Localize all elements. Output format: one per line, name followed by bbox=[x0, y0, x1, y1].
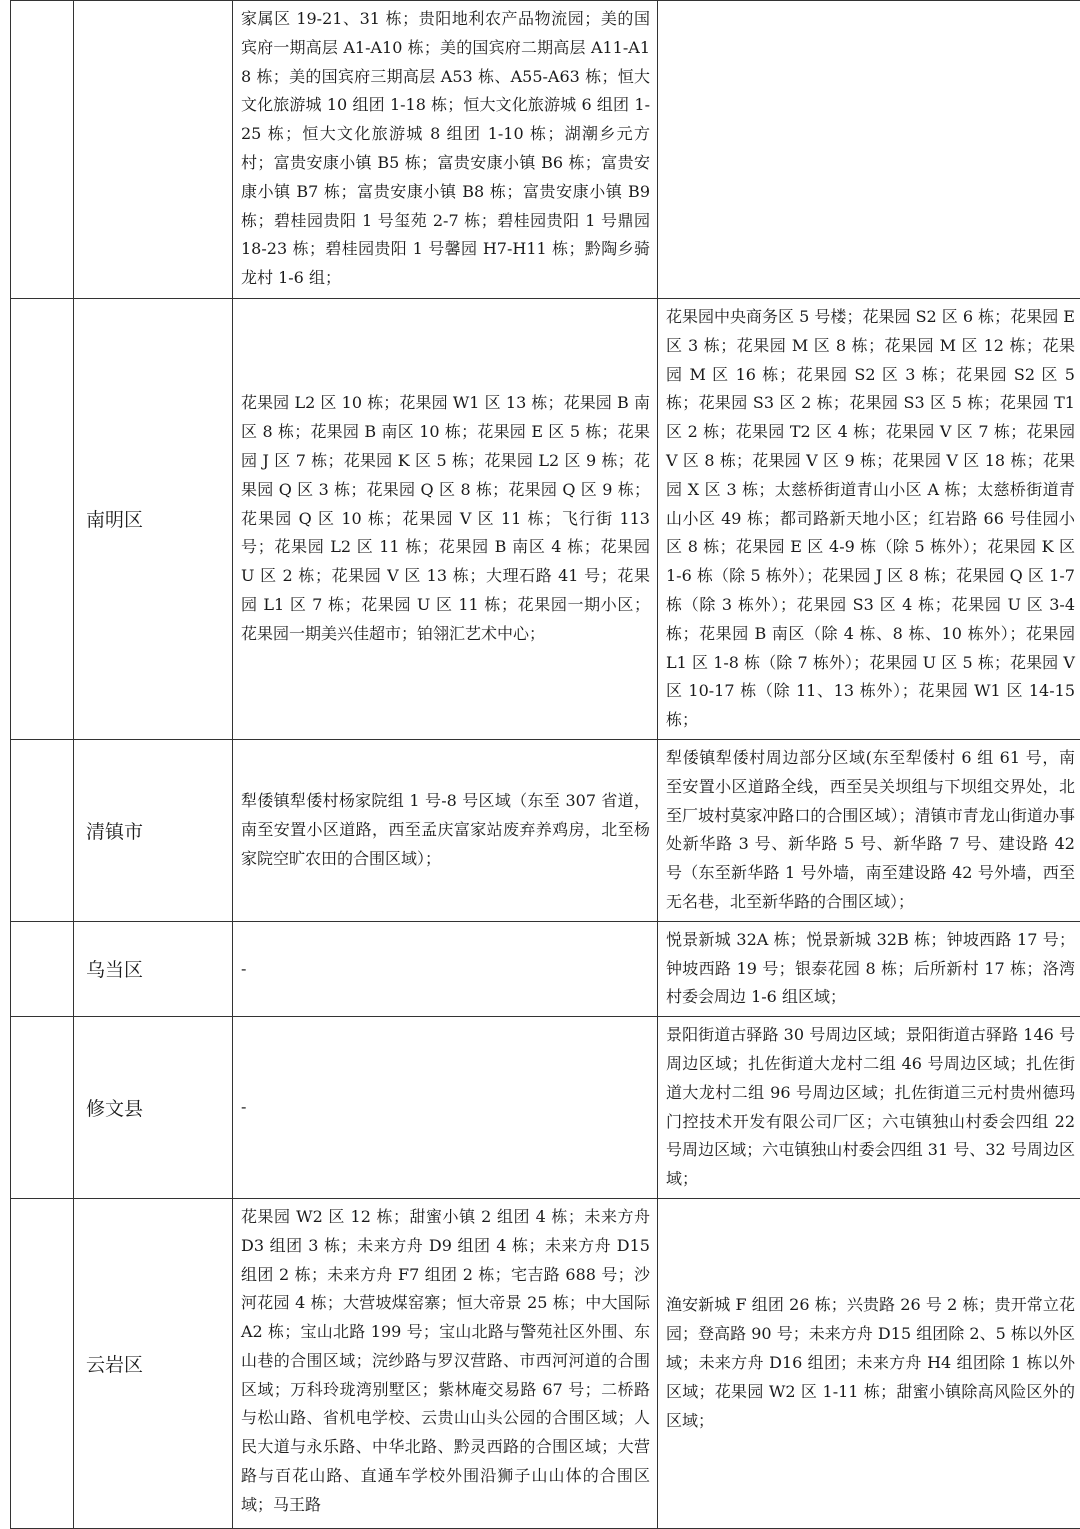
blank-cell bbox=[11, 739, 74, 921]
table-row bbox=[11, 921, 1080, 1016]
table-row bbox=[11, 1017, 1080, 1199]
table-row bbox=[11, 1, 1080, 299]
district-cell: 南明区 bbox=[74, 299, 233, 740]
low-risk-cell bbox=[658, 1198, 1080, 1528]
cell-text bbox=[658, 146, 1080, 154]
area-table bbox=[10, 0, 1080, 1529]
medium-risk-cell bbox=[233, 1, 658, 299]
blank-cell bbox=[11, 1017, 74, 1199]
cell-text: 花果园中央商务区 5 号楼；花果园 S2 区 6 栋；花果园 E 区 3 栋；花果园 M 区 8 栋；花果园 M 区 12 栋；花果园 M 区 16 栋；花果园 S2 区 3 栋；花果园 S2 区 5 栋；花果园 S3 区 2 栋；花果园 S3 区 5 栋；花果园 T1 区 2 栋；花果园 T2 区 4 栋；花果园 V 区 7 栋；花果园 V 区 8 栋；花果园 V 区 9 栋；花果园 V 区 18 栋；花果园 X 区 3 栋；太慈桥街道青山小区 A 栋；太慈桥街道青山小区 49 栋；都司路新天地小区；红岩路 66 号佳园小区 8 栋；花果园 E 区 4-9 栋（除 5 栋外）；花果园 K 区 1-6 栋（除 5 栋外）；花果园 J 区 8 栋；花果园 Q 区 1-7 栋（除 3 栋外）；花果园 S3 区 4 栋；花果园 U 区 3-4 栋；花果园 B 南区（除 4 栋、8 栋、10 栋外）；花果园 L1 区 1-8 栋（除 7 栋外）；花果园 U 区 5 栋；花果园 V 区 10-17 栋（除 11、13 栋外）；花果园 W1 区 14-15 栋； bbox=[658, 299, 1080, 739]
district-cell: 清镇市 bbox=[74, 739, 233, 921]
medium-risk-cell bbox=[233, 299, 658, 740]
district-cell: 修文县 bbox=[74, 1017, 233, 1199]
cell-text: 悦景新城 32A 栋；悦景新城 32B 栋；钟坡西路 17 号；钟坡西路 19 号；银泰花园 8 栋；后所新村 17 栋；洛湾村委会周边 1-6 组区域； bbox=[658, 922, 1080, 1016]
table-row bbox=[11, 299, 1080, 740]
blank-cell bbox=[11, 921, 74, 1016]
cell-text: 家属区 19-21、31 栋；贵阳地利农产品物流园；美的国宾府一期高层 A1-A10 栋；美的国宾府二期高层 A11-A18 栋；美的国宾府三期高层 A53 栋、A55-A63 栋；恒大文化旅游城 10 组团 1-18 栋；恒大文化旅游城 6 组团 1-25 栋；恒大文化旅游城 8 组团 1-10 栋；湖潮乡元方村；富贵安康小镇 B5 栋；富贵安康小镇 B6 栋；富贵安康小镇 B7 栋；富贵安康小镇 B8 栋；富贵安康小镇 B9 栋；碧桂园贵阳 1 号玺苑 2-7 栋；碧桂园贵阳 1 号鼎园 18-23 栋；碧桂园贵阳 1 号馨园 H7-H11 栋；黔陶乡骑龙村 1-6 组； bbox=[233, 1, 657, 297]
district-cell bbox=[74, 1, 233, 299]
medium-risk-cell bbox=[233, 739, 658, 921]
low-risk-cell bbox=[658, 739, 1080, 921]
low-risk-cell bbox=[658, 1017, 1080, 1199]
medium-risk-cell bbox=[233, 1017, 658, 1199]
district-cell: 云岩区 bbox=[74, 1198, 233, 1528]
table-row bbox=[11, 739, 1080, 921]
cell-text: - bbox=[233, 1089, 657, 1126]
cell-text: 景阳街道古驿路 30 号周边区域；景阳街道古驿路 146 号周边区域；扎佐街道大龙村二组 46 号周边区域；扎佐街道大龙村二组 96 号周边区域；扎佐街道三元村贵州德玛门控技术开发有限公司厂区；六屯镇独山村委会四组 22 号周边区域；六屯镇独山村委会四组 31 号、32 号周边区域； bbox=[658, 1017, 1080, 1198]
cell-text: 花果园 L2 区 10 栋；花果园 W1 区 13 栋；花果园 B 南区 8 栋；花果园 B 南区 10 栋；花果园 E 区 5 栋；花果园 J 区 7 栋；花果园 K 区 5 栋；花果园 L2 区 9 栋；花果园 Q 区 3 栋；花果园 Q 区 8 栋；花果园 Q 区 9 栋；花果园 Q 区 10 栋；花果园 V 区 11 栋；飞行街 113 号；花果园 L2 区 11 栋；花果园 B 南区 4 栋；花果园 U 区 2 栋；花果园 V 区 13 栋；大理石路 41 号；花果园 L1 区 7 栋；花果园 U 区 11 栋；花果园一期小区；花果园一期美兴佳超市；铂翎汇艺术中心； bbox=[233, 385, 657, 652]
medium-risk-cell bbox=[233, 921, 658, 1016]
cell-text: 犁倭镇犁倭村周边部分区域(东至犁倭村 6 组 61 号，南至安置小区道路全线，西至吴关坝组与下坝组交界处，北至厂坡村莫家冲路口的合围区域）；清镇市青龙山街道办事处新华路 3 号、新华路 5 号、新华路 7 号、建设路 42 号（东至新华路 1 号外墙，南至建设路 42 号外墙，西至无名巷，北至新华路的合围区域）； bbox=[658, 740, 1080, 921]
blank-cell bbox=[11, 1198, 74, 1528]
cell-text: 渔安新城 F 组团 26 栋；兴贵路 26 号 2 栋；贵开常立花园；登高路 90 号；未来方舟 D15 组团除 2、5 栋以外区域；未来方舟 D16 组团；未来方舟 H4 组团除 1 栋以外区域；花果园 W2 区 1-11 栋；甜蜜小镇除高风险区外的区域； bbox=[658, 1287, 1080, 1439]
low-risk-cell bbox=[658, 921, 1080, 1016]
cell-text: - bbox=[233, 951, 657, 988]
table-row bbox=[11, 1198, 1080, 1528]
low-risk-cell bbox=[658, 1, 1080, 299]
district-cell: 乌当区 bbox=[74, 921, 233, 1016]
blank-cell bbox=[11, 299, 74, 740]
medium-risk-cell bbox=[233, 1198, 658, 1528]
low-risk-cell bbox=[658, 299, 1080, 740]
cell-text: 犁倭镇犁倭村杨家院组 1 号-8 号区域（东至 307 省道，南至安置小区道路，西至孟庆富家站废弃养鸡房，北至杨家院空旷农田的合围区域）； bbox=[233, 783, 657, 877]
cell-text: 花果园 W2 区 12 栋；甜蜜小镇 2 组团 4 栋；未来方舟 D3 组团 3 栋；未来方舟 D9 组团 4 栋；未来方舟 D15 组团 2 栋；未来方舟 F7 组团 2 栋；宅吉路 688 号；沙河花园 4 栋；大营坡煤窑寨；恒大帝景 25 栋；中大国际 A2 栋；宝山北路 199 号；宝山北路与警苑社区外围、东山巷的合围区域；浣纱路与罗汉营路、市西河河道的合围区域；万科玲珑湾别墅区；紫林庵交易路 67 号；二桥路与松山路、省机电学校、云贵山山头公园的合围区域；人民大道与永乐路、中华北路、黔灵西路的合围区域；大营路与百花山路、直通车学校外围沿狮子山山体的合围区域；马王路 bbox=[233, 1199, 657, 1524]
blank-cell bbox=[11, 1, 74, 299]
